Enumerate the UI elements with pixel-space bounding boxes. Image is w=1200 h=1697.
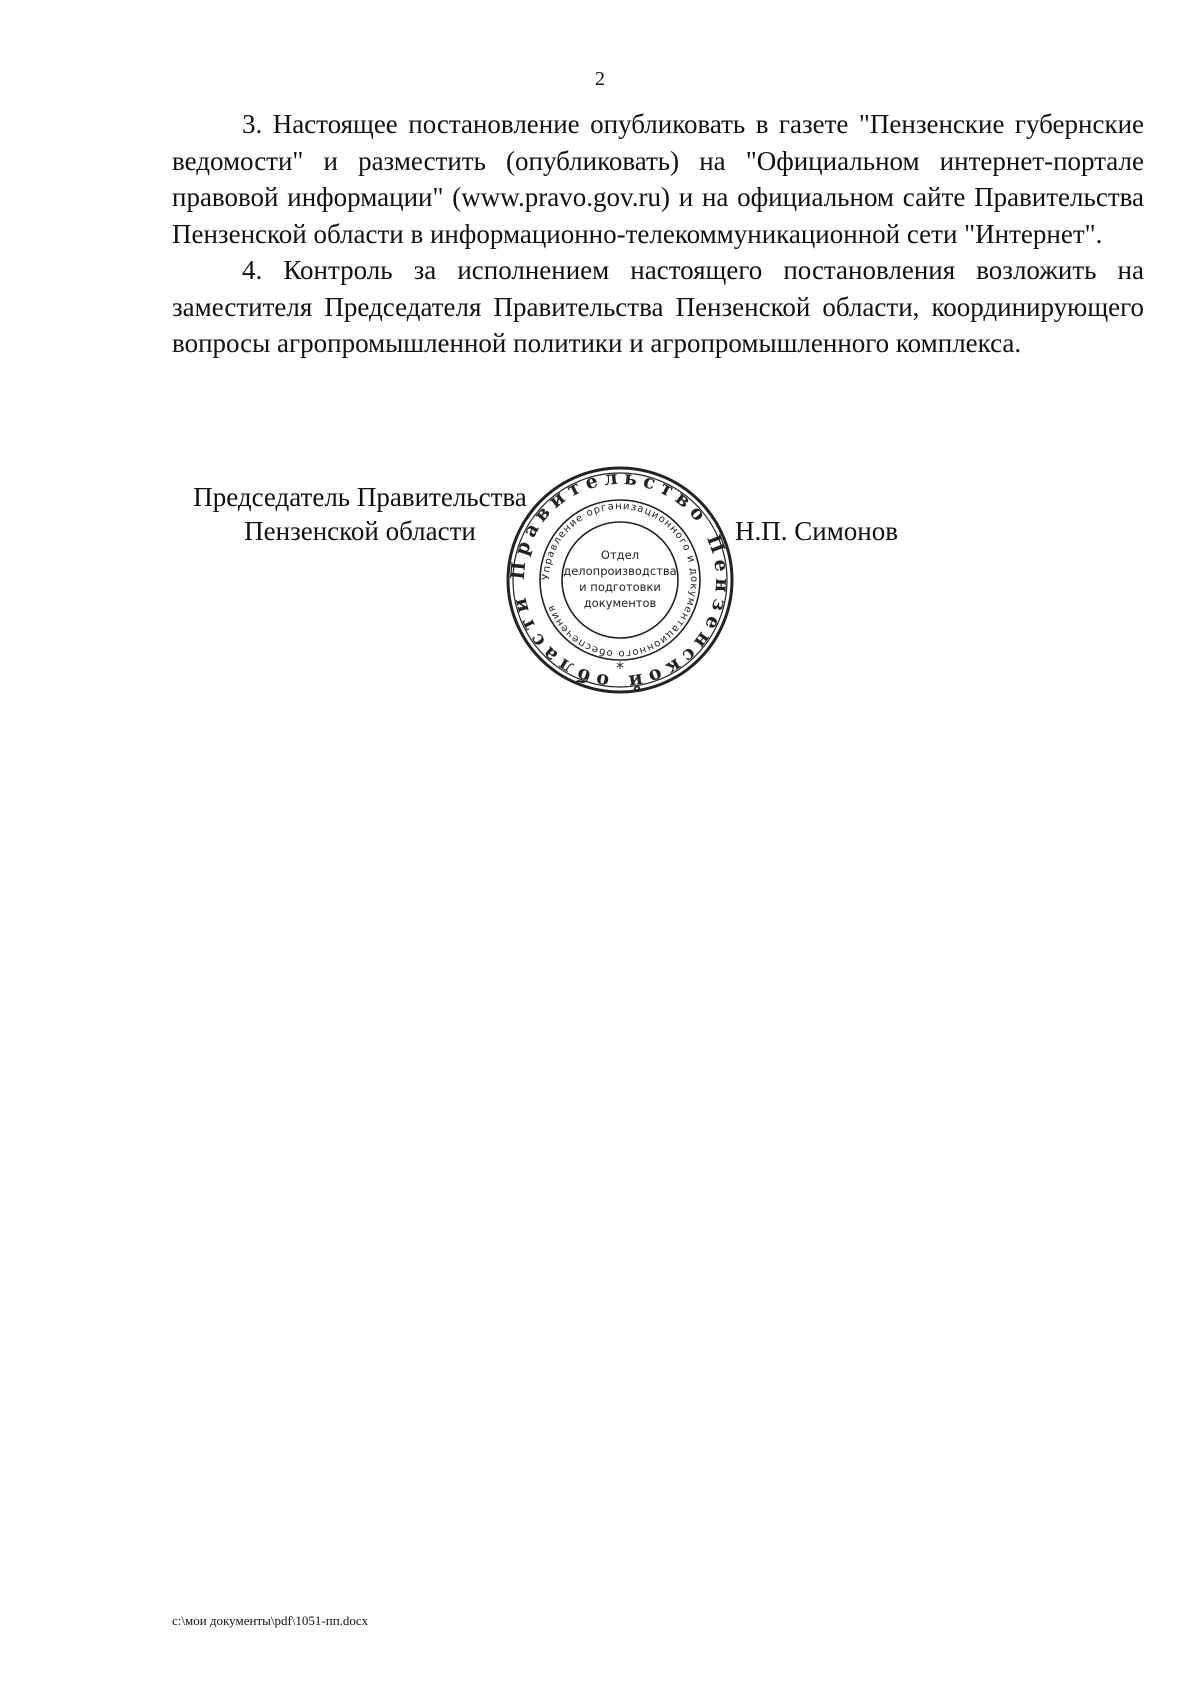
seal-outer-text: Правительство Пензенской области: [506, 466, 734, 694]
official-seal: [505, 465, 735, 695]
footer-file-path: c:\мои документы\pdf\1051-пп.docx: [172, 1613, 369, 1628]
signer-name: Н.П. Симонов: [735, 516, 898, 546]
paragraph-4: 4. Контроль за исполнением настоящего постановления возложить на заместителя Председателя Правительства Пензенской области, координирующего вопросы агропромышленной политики и агропромышленного комплекса.: [172, 255, 1144, 358]
seal-center-line-4: документов: [583, 596, 657, 610]
signature-block: [0, 0, 1200, 700]
paragraph-3: 3. Настоящее постановление опубликовать в газете "Пензенские губернские ведомости" и разместить (опубликовать) на "Официальном интернет-портале правовой информации" (www.pravo.gov.ru) и на официальном сайте Правительства Пензенской области в информационно-телекоммуникационной сети "Интернет".: [172, 109, 1144, 249]
signer-title: [180, 480, 540, 548]
seal-inner-text: Управление организационного и документационного обеспечения: [540, 500, 700, 660]
seal-center-line-3: и подготовки: [579, 580, 661, 594]
page-number: 2: [595, 68, 605, 90]
seal-center-line-1: Отдел: [600, 548, 640, 562]
signer-title-line-1: Председатель Правительства: [193, 482, 527, 512]
seal-star-icon: *: [616, 658, 624, 677]
seal-center-line-2: делопроизводства: [563, 564, 677, 578]
signer-title-line-2: Пензенской области: [244, 516, 476, 546]
